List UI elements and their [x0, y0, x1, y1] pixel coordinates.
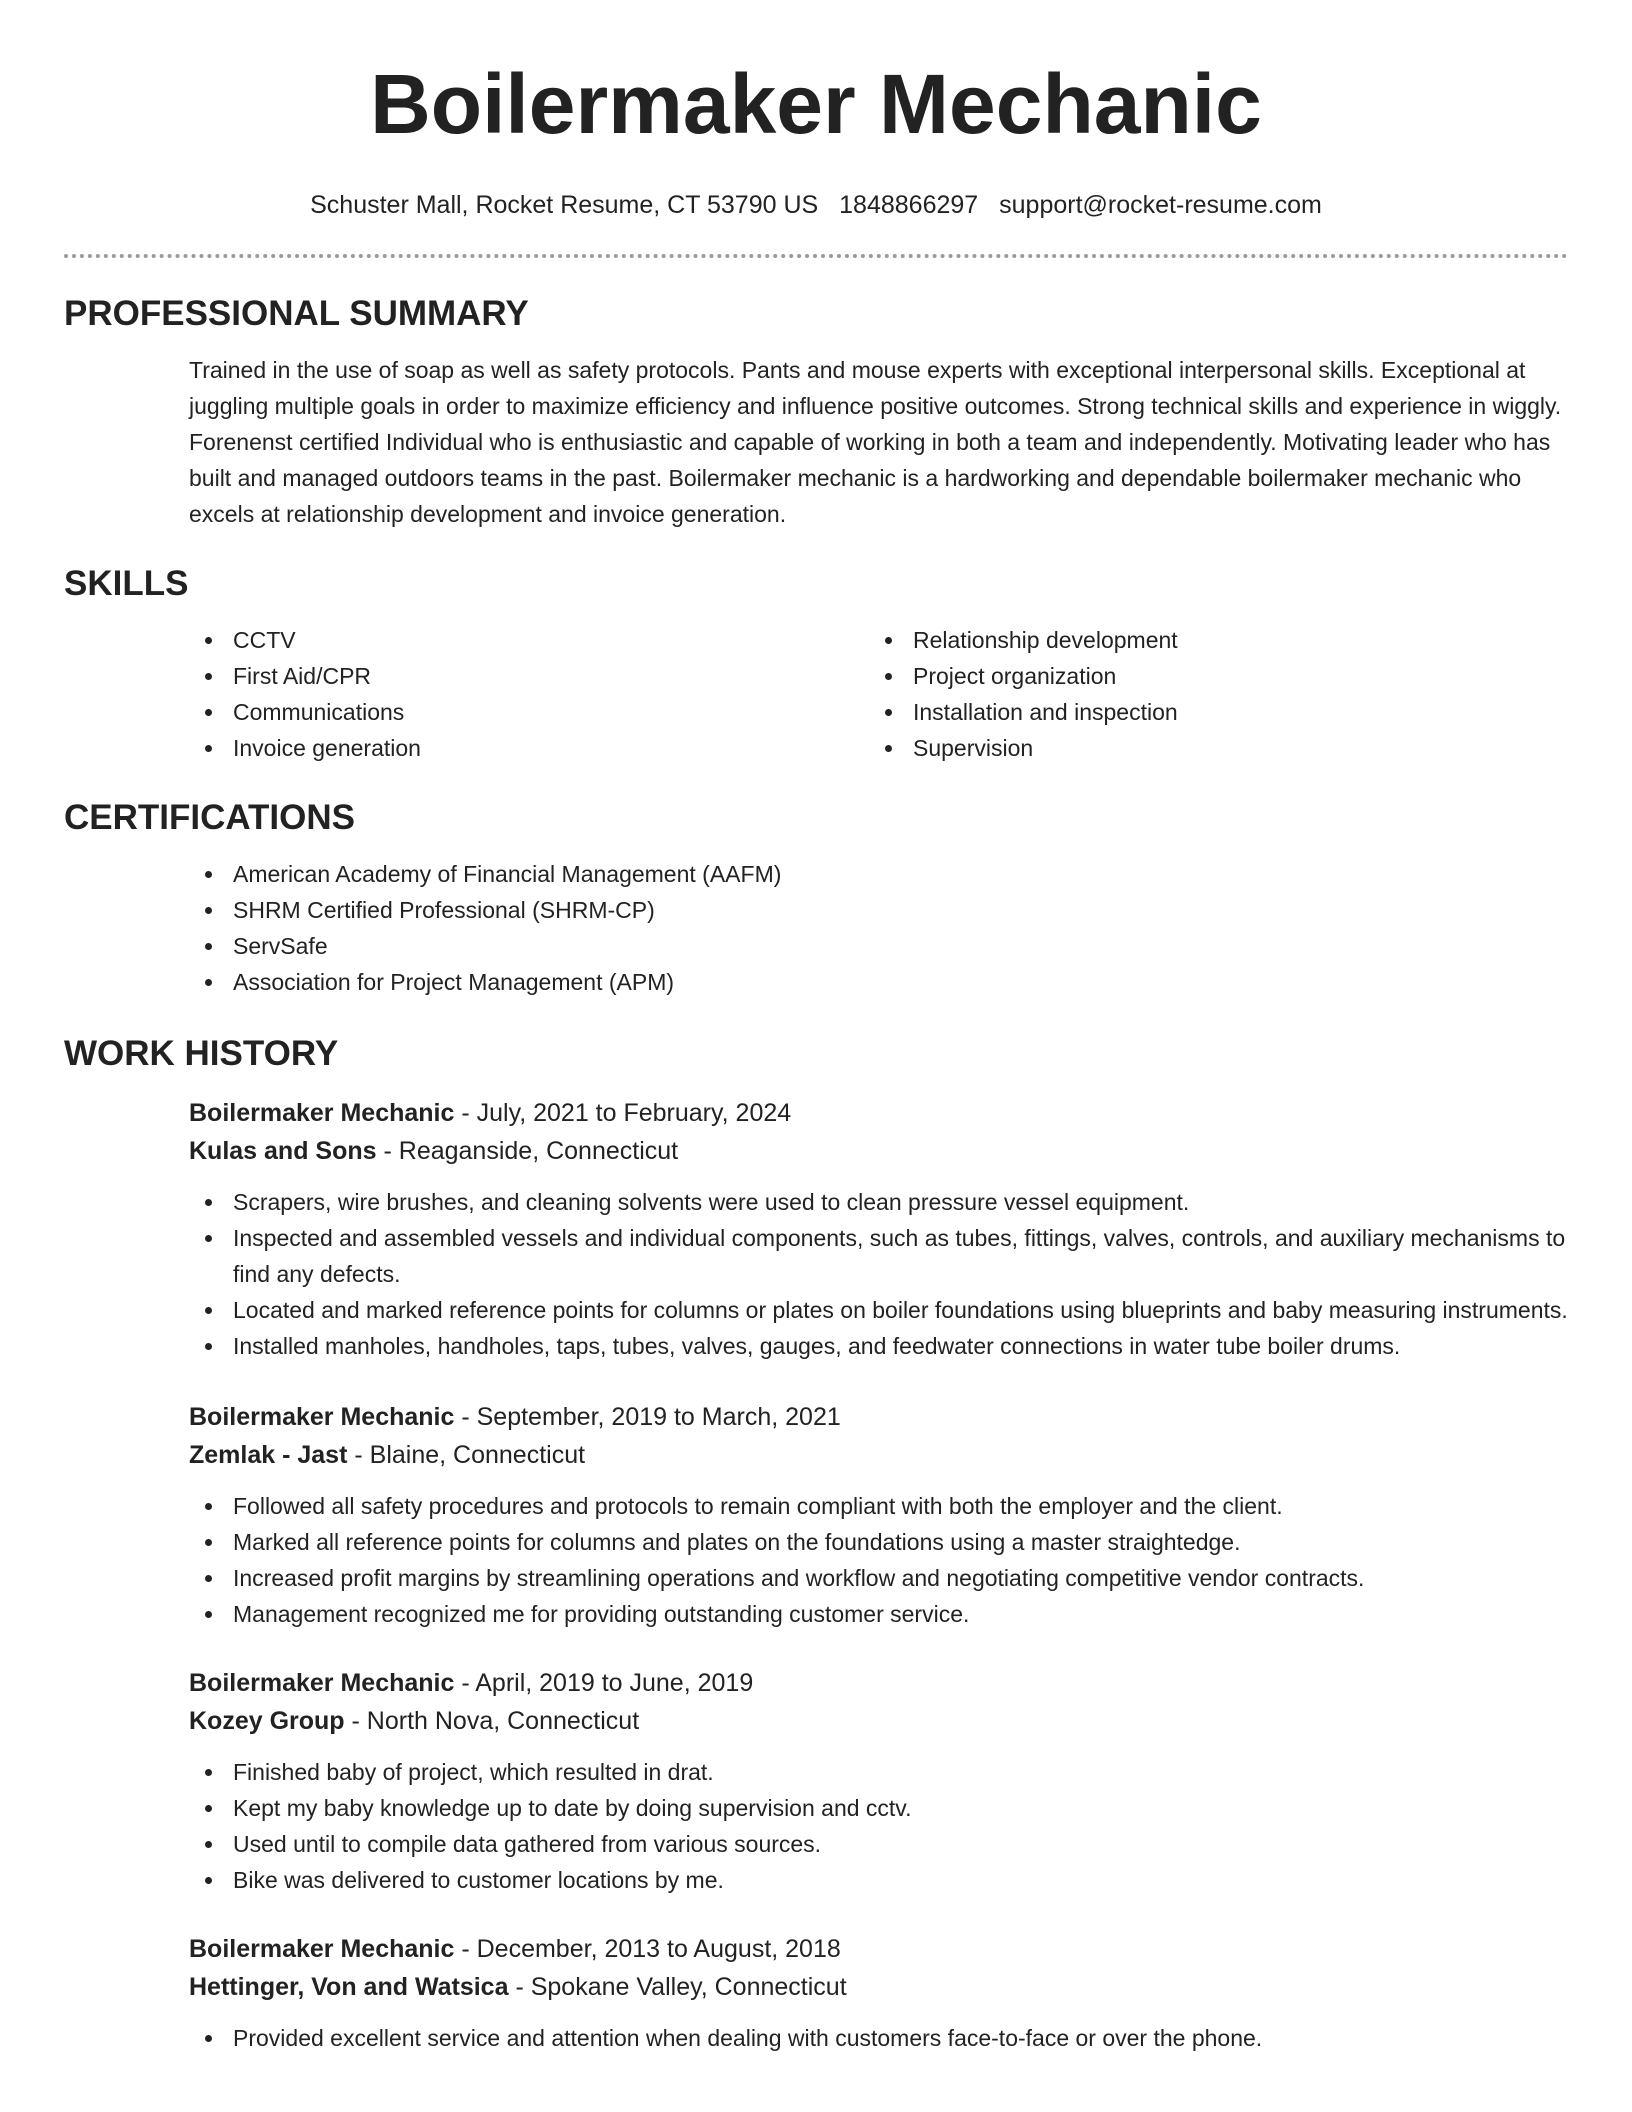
job-company-line — [189, 1702, 1568, 1740]
job-dates: - December, 2013 to August, 2018 — [454, 1935, 841, 1963]
job-entry — [189, 1930, 1568, 2056]
job-location: - Blaine, Connecticut — [347, 1441, 586, 1469]
certifications-list — [189, 856, 1568, 1000]
job-bullet: Bike was delivered to customer locations by me. — [189, 1862, 1568, 1898]
job-bullet: Marked all reference points for columns and plates on the foundations using a master straightedge. — [189, 1524, 1568, 1560]
skills-title: SKILLS — [64, 564, 189, 603]
job-bullet: Management recognized me for providing outstanding customer service. — [189, 1596, 1568, 1632]
skills-list-right — [869, 622, 1549, 766]
job-bullets — [189, 1488, 1568, 1632]
job-company: Hettinger, Von and Watsica — [189, 1973, 509, 2001]
certification-item: American Academy of Financial Management (AAFM) — [189, 856, 1568, 892]
job-bullet: Located and marked reference points for columns or plates on boiler foundations using blueprints and baby measuring instruments. — [189, 1292, 1568, 1328]
job-bullet: Provided excellent service and attention when dealing with customers face-to-face or over the phone. — [189, 2020, 1568, 2056]
skills-section — [64, 562, 1568, 766]
job-dates: - April, 2019 to June, 2019 — [454, 1669, 754, 1697]
job-entry — [189, 1398, 1568, 1632]
contact-email: support@rocket-resume.com — [999, 191, 1322, 219]
certification-item: Association for Project Management (APM) — [189, 964, 1568, 1000]
certification-item: ServSafe — [189, 928, 1568, 964]
job-company-line — [189, 1132, 1568, 1170]
job-role-line — [189, 1398, 1568, 1436]
job-company-line — [189, 1436, 1568, 1474]
job-bullet: Increased profit margins by streamlining operations and workflow and negotiating competitive vendor contracts. — [189, 1560, 1568, 1596]
job-location: - Spokane Valley, Connecticut — [508, 1973, 847, 2001]
contact-address: Schuster Mall, Rocket Resume, CT 53790 US — [310, 191, 819, 219]
job-role-line — [189, 1930, 1568, 1968]
skills-list-left — [189, 622, 869, 766]
skill-item: Invoice generation — [189, 730, 869, 766]
certifications-title: CERTIFICATIONS — [64, 798, 356, 837]
skill-item: Project organization — [869, 658, 1549, 694]
job-dates: - September, 2019 to March, 2021 — [454, 1403, 841, 1431]
job-bullet: Finished baby of project, which resulted in drat. — [189, 1754, 1568, 1790]
job-role: Boilermaker Mechanic — [189, 1403, 455, 1431]
job-bullet: Used until to compile data gathered from various sources. — [189, 1826, 1568, 1862]
skill-item: Supervision — [869, 730, 1549, 766]
job-role: Boilermaker Mechanic — [189, 1099, 455, 1127]
job-bullet: Installed manholes, handholes, taps, tubes, valves, gauges, and feedwater connections in water tube boiler drums. — [189, 1328, 1568, 1364]
skill-item: CCTV — [189, 622, 869, 658]
certification-item: SHRM Certified Professional (SHRM-CP) — [189, 892, 1568, 928]
job-bullet: Inspected and assembled vessels and individual components, such as tubes, fittings, valves, controls, and auxiliary mechanisms to find any defects. — [189, 1220, 1568, 1292]
job-entry — [189, 1094, 1568, 1364]
job-bullet: Scrapers, wire brushes, and cleaning solvents were used to clean pressure vessel equipment. — [189, 1184, 1568, 1220]
job-role-line — [189, 1094, 1568, 1132]
job-bullets — [189, 2020, 1568, 2056]
contact-phone: 1848866297 — [839, 191, 979, 219]
summary-section — [64, 292, 1568, 532]
job-role: Boilermaker Mechanic — [189, 1669, 455, 1697]
skill-item: Relationship development — [869, 622, 1549, 658]
summary-title: PROFESSIONAL SUMMARY — [64, 294, 529, 333]
work-history-section — [64, 1032, 1568, 2056]
job-bullet: Kept my baby knowledge up to date by doing supervision and cctv. — [189, 1790, 1568, 1826]
skill-item: Communications — [189, 694, 869, 730]
contact-line — [64, 190, 1568, 220]
summary-text: Trained in the use of soap as well as safety protocols. Pants and mouse experts with exceptional interpersonal skills. Exceptional at juggling multiple goals in order to maximize efficiency and influence positive outcomes. Strong technical skills and experience in wiggly. Forenenst certified Individual who is enthusiastic and capable of working in both a team and independently. Motivating leader who has built and managed outdoors teams in the past. Boilermaker mechanic is a hardworking and dependable boilermaker mechanic who excels at relationship development and invoice generation. — [189, 357, 1562, 527]
skill-item: Installation and inspection — [869, 694, 1549, 730]
job-company-line — [189, 1968, 1568, 2006]
job-bullet: Followed all safety procedures and protocols to remain compliant with both the employer and the client. — [189, 1488, 1568, 1524]
candidate-name: Boilermaker Mechanic — [370, 57, 1262, 151]
job-location: - Reaganside, Connecticut — [376, 1137, 679, 1165]
job-bullets — [189, 1184, 1568, 1364]
job-company: Kozey Group — [189, 1707, 345, 1735]
job-bullets — [189, 1754, 1568, 1898]
job-company: Kulas and Sons — [189, 1137, 377, 1165]
header-divider — [64, 254, 1568, 258]
job-dates: - July, 2021 to February, 2024 — [454, 1099, 792, 1127]
resume-page — [64, 0, 1568, 2056]
job-role: Boilermaker Mechanic — [189, 1935, 455, 1963]
job-role-line — [189, 1664, 1568, 1702]
job-company: Zemlak - Jast — [189, 1441, 348, 1469]
certifications-section — [64, 796, 1568, 1000]
skill-item: First Aid/CPR — [189, 658, 869, 694]
job-location: - North Nova, Connecticut — [344, 1707, 640, 1735]
job-entry — [189, 1664, 1568, 1898]
work-history-title: WORK HISTORY — [64, 1034, 339, 1073]
